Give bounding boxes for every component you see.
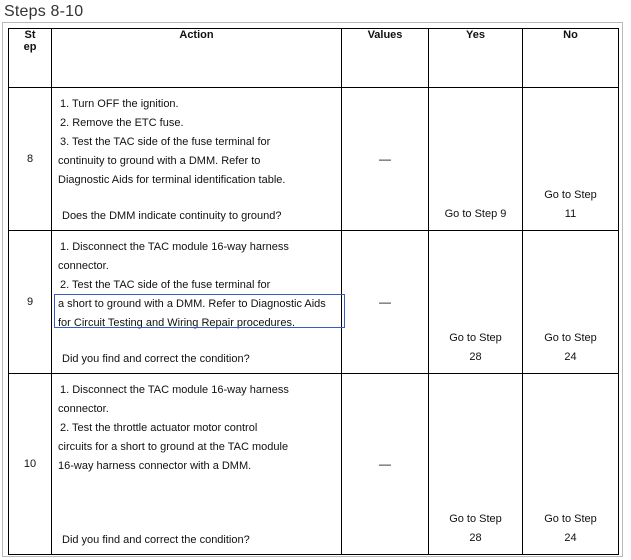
no-link-line1[interactable]: Go to Step [544,513,597,525]
step-number: 10 [9,374,52,555]
no-link-line2[interactable]: 11 [564,208,577,220]
yes-link-line1[interactable]: Go to Step [449,513,502,525]
no-link-line2[interactable]: 24 [564,351,577,363]
yes-link-line2[interactable]: 28 [469,532,482,544]
steps-table [8,28,619,555]
action-line: 16-way harness connector with a DMM. [58,460,252,472]
question-text: Does the DMM indicate continuity to ground? [62,210,282,222]
action-line: 3. Test the TAC side of the fuse terminal for [60,136,271,148]
action-cell [52,374,342,555]
header-values: Values [342,29,429,88]
action-line: continuity to ground with a DMM. Refer to [58,155,261,167]
no-cell [523,88,619,231]
no-cell [523,374,619,555]
header-yes: Yes [429,29,523,88]
action-line: a short to ground with a DMM. Refer to Diagnostic Aids [58,298,326,310]
action-line: for Circuit Testing and Wiring Repair procedures. [58,317,296,329]
action-line: connector. [58,260,109,272]
yes-cell [429,231,523,374]
action-line: connector. [58,403,109,415]
step-row-10 [9,374,619,555]
action-line: 1. Disconnect the TAC module 16-way harness [60,241,289,253]
yes-cell [429,374,523,555]
action-line: 1. Turn OFF the ignition. [60,98,179,110]
action-cell [52,231,342,374]
header-row [9,29,619,88]
header-step-line1: St [24,29,36,41]
action-line: 1. Disconnect the TAC module 16-way harness [60,384,289,396]
header-action: Action [52,29,342,88]
yes-link-line2[interactable]: 28 [469,351,482,363]
step-number: 8 [9,88,52,231]
action-cell [52,88,342,231]
question-text: Did you find and correct the condition? [62,534,250,546]
action-line: 2. Test the throttle actuator motor control [60,422,258,434]
yes-cell [429,88,523,231]
yes-link-line1[interactable]: Go to Step [449,332,502,344]
header-step-line2: ep [23,41,37,53]
values-cell: — [342,374,429,555]
header-step [9,29,52,88]
page-title: Steps 8-10 [4,3,84,20]
action-line: 2. Test the TAC side of the fuse terminal for [60,279,271,291]
question-text: Did you find and correct the condition? [62,353,250,365]
action-line: circuits for a short to ground at the TAC module [58,441,289,453]
header-no: No [523,29,619,88]
step-row-9 [9,231,619,374]
no-cell [523,231,619,374]
action-line: 2. Remove the ETC fuse. [60,117,184,129]
yes-link[interactable]: Go to Step 9 [444,208,507,220]
values-cell: — [342,231,429,374]
action-line: Diagnostic Aids for terminal identification table. [58,174,286,186]
step-number: 9 [9,231,52,374]
no-link-line1[interactable]: Go to Step [544,189,597,201]
no-link-line1[interactable]: Go to Step [544,332,597,344]
values-cell: — [342,88,429,231]
no-link-line2[interactable]: 24 [564,532,577,544]
step-row-8 [9,88,619,231]
